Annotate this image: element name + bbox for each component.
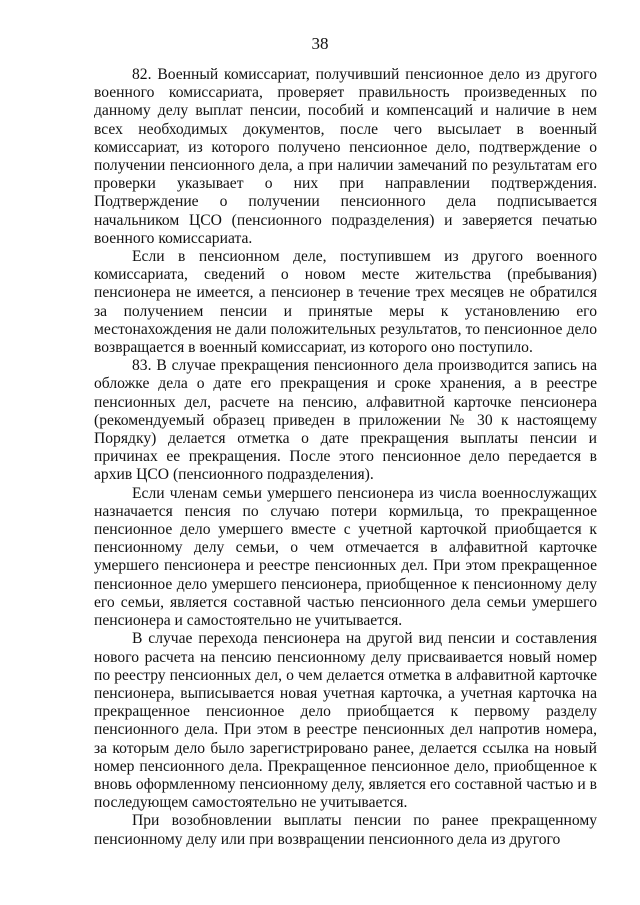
page-number: 38: [311, 34, 329, 53]
document-body: [94, 66, 597, 849]
paragraph-82: 82. Военный комиссариат, получивший пенсионное дело из другого военного комиссариата, проверяет правильность произведенных по данному делу выплат пенсии, пособий и компенсаций и наличие в нем всех необходимых документов, после чего высылает в военный комиссариат, из которого получено пенсионное дело, подтверждение о получении пенсионного дела, а при наличии замечаний по результатам его проверки указывает о них при направлении подтверждения. Подтверждение о получении пенсионного дела подписывается начальником ЦСО (пенсионного подразделения) и заверяется печатью военного комиссариата.: [94, 66, 597, 247]
paragraph-pension-type-change: В случае перехода пенсионера на другой вид пенсии и составления нового расчета на пенсию пенсионному делу присваивается новый номер по реестру пенсионных дел, о чем делается отметка в алфавитной карточке пенсионера, выписывается новая учетная карточка, а учетная карточка на прекращенное пенсионное дело приобщается к первому разделу пенсионного дела. При этом в реестре пенсионных дел напротив номера, за которым дело было зарегистрировано ранее, делается ссылка на новый номер пенсионного дела. Прекращенное пенсионное дело, приобщенное к вновь оформленному пенсионному делу, является его составной частью и в последующем самостоятельно не учитывается.: [94, 630, 597, 812]
paragraph-83: 83. В случае прекращения пенсионного дела производится запись на обложке дела о дате его прекращения и сроке хранения, а в реестре пенсионных дел, расчете на пенсию, алфавитной карточке пенсионера (рекомендуемый образец приведен в приложении № 30 к настоящему Порядку) делается отметка о дате прекращения выплаты пенсии и причинах ее прекращения. После этого пенсионное дело передается в архив ЦСО (пенсионного подразделения).: [94, 357, 597, 484]
paragraph-return-case: Если в пенсионном деле, поступившем из другого военного комиссариата, сведений о новом месте жительства (пребывания) пенсионера не имеется, а пенсионер в течение трех месяцев не обратился за получением пенсии и принятые меры к установлению его местонахождения не дали положительных результатов, то пенсионное дело возвращается в военный комиссариат, из которого оно поступило.: [94, 248, 597, 357]
paragraph-deceased-pensioner: Если членам семьи умершего пенсионера из числа военнослужащих назначается пенсия по случаю потери кормильца, то прекращенное пенсионное дело умершего вместе с учетной карточкой приобщается к пенсионному делу семьи, о чем отмечается в алфавитной карточке умершего пенсионера и реестре пенсионных дел. При этом прекращенное пенсионное дело умершего пенсионера, приобщенное к пенсионному делу его семьи, является составной частью пенсионного дела семьи умершего пенсионера и самостоятельно не учитывается.: [94, 484, 597, 630]
paragraph-resumption: При возобновлении выплаты пенсии по ранее прекращенному пенсионному делу или при возвращении пенсионного дела из другого: [94, 812, 597, 848]
